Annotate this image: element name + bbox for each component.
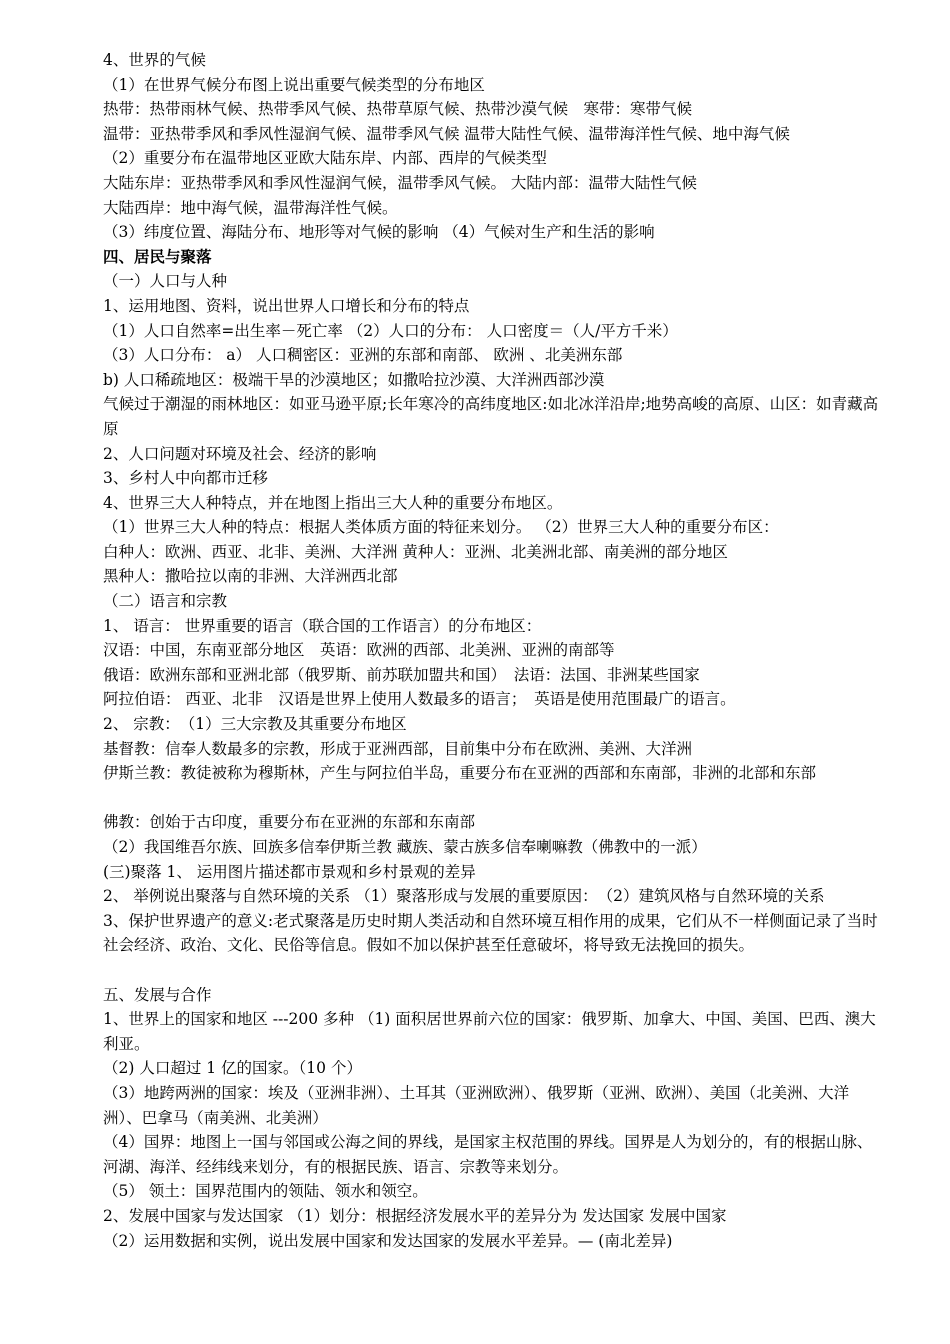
- text-line: （1）在世界气候分布图上说出重要气候类型的分布地区: [103, 75, 485, 94]
- text-line: 基督教：信奉人数最多的宗教，形成于亚洲西部，目前集中分布在欧洲、美洲、大洋洲: [103, 739, 693, 758]
- text-line: 3、乡村人中向都市迁移: [103, 469, 268, 488]
- text-line: 俄语：欧洲东部和亚洲北部（俄罗斯、前苏联加盟共和国） 法语：法国、非洲某些国家: [103, 665, 700, 684]
- text-line: b) 人口稀疏地区：极端干旱的沙漠地区；如撒哈拉沙漠、大洋洲西部沙漠: [103, 370, 605, 389]
- text-line: （2）重要分布在温带地区亚欧大陆东岸、内部、西岸的气候类型: [103, 149, 547, 168]
- blank-line: [103, 958, 883, 983]
- text-line: 4、世界的气候: [103, 51, 206, 69]
- text-line: 2、 举例说出聚落与自然环境的关系 （1）聚落形成与发展的重要原因： （2）建筑风格与自然环境的关系: [103, 887, 825, 906]
- text-line: 3、保护世界遗产的意义:老式聚落是历史时期人类活动和自然环境互相作用的成果，它们从不一样侧面记录了当时社会经济、政治、文化、民俗等信息。假如不加以保护甚至任意破坏，将导致无法挽回的损失。: [103, 911, 878, 955]
- text-line: 佛教：创始于古印度，重要分布在亚洲的东部和东南部: [103, 813, 476, 832]
- text-line: （二）语言和宗教: [103, 592, 228, 611]
- text-line: 1、运用地图、资料，说出世界人口增长和分布的特点: [103, 296, 470, 315]
- text-line: (三)聚落 1、 运用图片描述都市景观和乡村景观的差异: [103, 862, 476, 881]
- text-line: （3）纬度位置、海陆分布、地形等对气候的影响 （4）气候对生产和生活的影响: [103, 223, 655, 242]
- text-line: 阿拉伯语： 西亚、北非 汉语是世界上使用人数最多的语言； 英语是使用范围最广的语言。: [103, 690, 736, 709]
- text-line: （3）地跨两洲的国家：埃及（亚洲非洲）、土耳其（亚洲欧洲）、俄罗斯（亚洲、欧洲）、美国（北美洲、大洋洲）、巴拿马（南美洲、北美洲）: [103, 1083, 850, 1127]
- text-line: 大陆西岸：地中海气候，温带海洋性气候。: [103, 198, 398, 217]
- text-line: 2、人口问题对环境及社会、经济的影响: [103, 444, 377, 463]
- text-line: 1、 语言： 世界重要的语言（联合国的工作语言）的分布地区：: [103, 616, 542, 635]
- text-line: （3）人口分布： a） 人口稠密区：亚洲的东部和南部、 欧洲 、北美洲东部: [103, 346, 623, 365]
- text-line: 4、世界三大人种特点，并在地图上指出三大人种的重要分布地区。: [103, 493, 563, 512]
- text-line: （2) 人口超过 1 亿的国家。（10 个）: [103, 1059, 362, 1078]
- text-line: 气候过于潮湿的雨林地区：如亚马逊平原;长年寒冷的高纬度地区:如北冰洋沿岸;地势高峻的高原、山区：如青藏高原: [103, 395, 879, 438]
- text-line: （1）世界三大人种的特点：根据人类体质方面的特征来划分。 （2）世界三大人种的重要分布区：: [103, 518, 779, 537]
- blank-line: [103, 786, 883, 811]
- text-line: （2）运用数据和实例，说出发展中国家和发达国家的发展水平差异。— (南北差异): [103, 1231, 673, 1250]
- text-line: 热带：热带雨林气候、热带季风气候、热带草原气候、热带沙漠气候 寒带：寒带气候: [103, 100, 693, 119]
- text-line: 大陆东岸：亚热带季风和季风性湿润气候，温带季风气候。 大陆内部：温带大陆性气候: [103, 173, 697, 192]
- text-line: （5） 领土：国界范围内的领陆、领水和领空。: [103, 1182, 428, 1201]
- text-line: 2、发展中国家与发达国家 （1）划分：根据经济发展水平的差异分为 发达国家 发展中国家: [103, 1206, 727, 1225]
- text-line: 伊斯兰教：教徒被称为穆斯林，产生与阿拉伯半岛，重要分布在亚洲的西部和东南部，非洲的北部和东部: [103, 764, 817, 783]
- text-line: 1、世界上的国家和地区 ---200 多种 （1) 面积居世界前六位的国家：俄罗斯、加拿大、中国、美国、巴西、澳大利亚。: [103, 1010, 876, 1053]
- document-page: [103, 48, 883, 1253]
- section-heading: 四、居民与聚落: [103, 246, 212, 266]
- text-line: 白种人：欧洲、西亚、北非、美洲、大洋洲 黄种人：亚洲、北美洲北部、南美洲的部分地区: [103, 542, 728, 561]
- text-line: （4）国界：地图上一国与邻国或公海之间的界线，是国家主权范围的界线。国界是人为划分的，有的根据山脉、河湖、海洋、经纬线来划分，有的根据民族、语言、宗教等来划分。: [103, 1133, 873, 1176]
- text-line: （一）人口与人种: [103, 272, 228, 291]
- text-line: 2、 宗教： （1）三大宗教及其重要分布地区: [103, 715, 407, 734]
- text-line: 汉语：中国，东南亚部分地区 英语：欧洲的西部、北美洲、亚洲的南部等: [103, 641, 615, 660]
- text-line: 五、发展与合作: [103, 985, 212, 1004]
- text-line: （1）人口自然率=出生率－死亡率 （2）人口的分布： 人口密度＝（人/平方千米）: [103, 321, 678, 340]
- text-line: 温带：亚热带季风和季风性湿润气候、温带季风气候 温带大陆性气候、温带海洋性气候、地中海气候: [103, 124, 790, 143]
- text-line: （2）我国维吾尔族、回族多信奉伊斯兰教 藏族、蒙古族多信奉喇嘛教（佛教中的一派）: [103, 838, 707, 856]
- text-line: 黑种人：撒哈拉以南的非洲、大洋洲西北部: [103, 567, 398, 586]
